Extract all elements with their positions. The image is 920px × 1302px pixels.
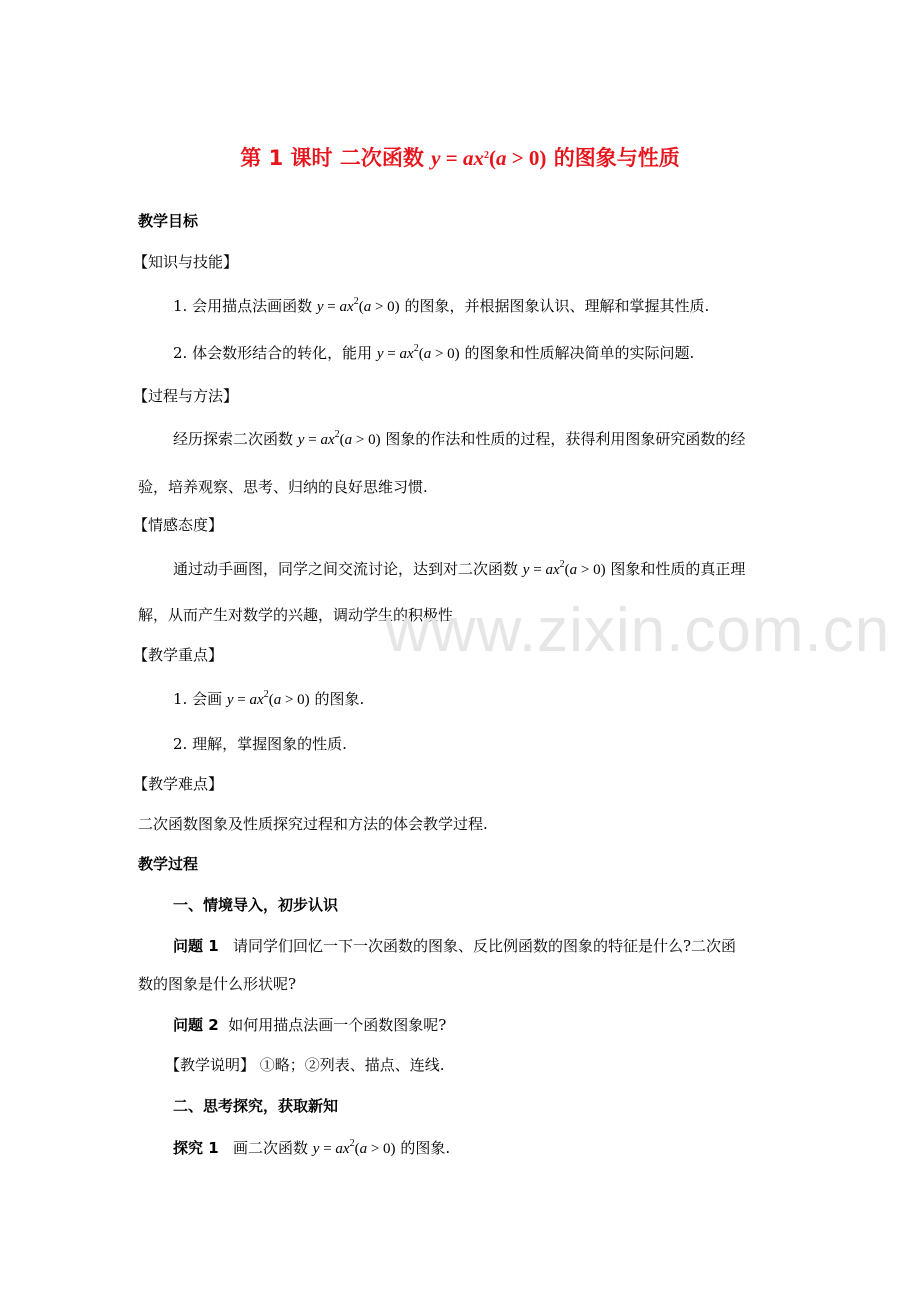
- difficulty-text: 二次函数图象及性质探究过程和方法的体会教学过程.: [138, 815, 488, 833]
- question-2-label: 问题 2: [173, 1016, 219, 1034]
- formula-exponent: 2: [353, 296, 359, 307]
- formula-y: y: [226, 692, 234, 708]
- formula-cond-var: a: [423, 346, 432, 362]
- formula-eq: =: [304, 432, 321, 448]
- heading-teaching-goals: 教学目标: [138, 212, 199, 230]
- formula-exponent: 2: [334, 429, 340, 440]
- process-line-1-post: 图象的作法和性质的过程，获得利用图象研究函数的经: [385, 430, 746, 448]
- knowledge-item-1-post: 的图象，并根据图象认识、理解和掌握其性质.: [404, 297, 710, 315]
- question-1-text: 请同学们回忆一下一次函数的图象、反比例函数的图象的特征是什么?二次函: [232, 937, 737, 955]
- formula-x: x: [342, 1141, 350, 1157]
- formula-y: y: [376, 346, 384, 362]
- formula-cond-var: a: [569, 562, 578, 578]
- process-line-2: 验，培养观察、思考、归纳的良好思维习惯.: [138, 478, 428, 496]
- formula-a: a: [335, 1141, 343, 1157]
- formula: [312, 1138, 396, 1157]
- explore-1-pre: 画二次函数: [232, 1139, 308, 1157]
- formula-cond-open: (: [358, 299, 364, 315]
- knowledge-item-1: [173, 295, 920, 318]
- formula-cond-open: (: [354, 1141, 360, 1157]
- formula-cond-var: a: [344, 432, 353, 448]
- process-line-1-pre: 经历探索二次函数: [173, 430, 294, 448]
- formula-a: a: [249, 692, 258, 708]
- formula-y: y: [316, 299, 324, 315]
- formula-y: y: [312, 1141, 320, 1157]
- formula-cond-var: a: [363, 299, 372, 315]
- formula-eq: =: [319, 1141, 336, 1157]
- formula-exponent: 2: [483, 150, 489, 161]
- heading-teaching-key: 【教学重点】: [133, 646, 224, 664]
- formula-cond-var: a: [359, 1141, 368, 1157]
- formula-eq: =: [529, 562, 546, 578]
- formula-cond-open: (: [418, 346, 424, 362]
- formula-x: x: [552, 562, 560, 578]
- formula-cond-open: (: [564, 562, 570, 578]
- formula-y: y: [431, 146, 441, 170]
- teaching-note: [165, 1054, 920, 1076]
- formula-a: a: [545, 562, 553, 578]
- emotion-line-1: [173, 558, 920, 581]
- heading-knowledge-skills: 【知识与技能】: [133, 253, 239, 271]
- formula-cond-rel: > 0): [371, 299, 400, 315]
- formula-eq: =: [323, 299, 340, 315]
- step2-heading: 二、思考探究，获取新知: [173, 1097, 339, 1115]
- heading-emotion-attitude: 【情感态度】: [133, 516, 224, 534]
- formula-a: a: [339, 299, 348, 315]
- formula-eq: =: [383, 346, 400, 362]
- teaching-note-label: 【教学说明】: [165, 1056, 256, 1074]
- formula-cond-rel: > 0): [506, 146, 547, 170]
- key-item-1: [173, 688, 920, 711]
- formula-y: y: [297, 432, 305, 448]
- formula-cond-rel: > 0): [431, 346, 460, 362]
- formula-eq: =: [233, 692, 250, 708]
- formula-x: x: [473, 146, 484, 170]
- knowledge-item-2-pre: 2. 体会数形结合的转化，能用: [173, 344, 373, 362]
- formula-x: x: [407, 346, 414, 362]
- formula-x: x: [347, 299, 354, 315]
- question-1-label: 问题 1: [173, 937, 219, 955]
- formula-x: x: [257, 692, 264, 708]
- title-suffix: 的图象与性质: [553, 146, 680, 170]
- formula: [522, 559, 606, 578]
- heading-teaching-difficulty: 【教学难点】: [133, 775, 224, 793]
- explore-1-post: 的图象.: [400, 1139, 451, 1157]
- formula: [316, 296, 400, 315]
- formula-cond-var: a: [273, 692, 282, 708]
- formula-exponent: 2: [559, 559, 565, 570]
- emotion-line-1-pre: 通过动手画图，同学之间交流讨论，达到对二次函数: [173, 560, 519, 578]
- formula-cond-open: (: [268, 692, 274, 708]
- knowledge-item-1-pre: 1. 会用描点法画函数: [173, 297, 313, 315]
- formula-cond-rel: > 0): [281, 692, 310, 708]
- knowledge-item-2: [173, 342, 920, 365]
- formula-cond-var: a: [495, 146, 507, 170]
- emotion-line-2: 解，从而产生对数学的兴趣，调动学生的积极性.: [138, 606, 458, 624]
- question-1: [173, 935, 920, 957]
- page-title: [0, 144, 920, 172]
- formula-a: a: [399, 346, 408, 362]
- explore-1: [173, 1137, 920, 1160]
- formula-cond-rel: > 0): [577, 562, 606, 578]
- knowledge-item-2-post: 的图象和性质解决简单的实际问题.: [464, 344, 695, 362]
- formula-a: a: [320, 432, 328, 448]
- formula-eq: =: [440, 146, 463, 170]
- question-2-text: 如何用描点法画一个函数图象呢?: [228, 1016, 447, 1034]
- key-item-1-pre: 1. 会画: [173, 690, 223, 708]
- key-item-2: 2. 理解，掌握图象的性质.: [173, 735, 347, 753]
- heading-process-method: 【过程与方法】: [133, 387, 239, 405]
- formula: [297, 429, 381, 448]
- formula-exponent: 2: [263, 689, 269, 700]
- formula-cond-open: (: [339, 432, 345, 448]
- formula-exponent: 2: [349, 1138, 355, 1149]
- teaching-note-text: ①略；②列表、描点、连线.: [259, 1056, 445, 1074]
- key-item-1-post: 的图象.: [314, 690, 365, 708]
- step1-heading: 一、情境导入，初步认识: [173, 896, 339, 914]
- heading-teaching-process: 教学过程: [138, 855, 199, 873]
- formula-cond-rel: > 0): [367, 1141, 396, 1157]
- question-1-line-2: 数的图象是什么形状呢?: [138, 975, 297, 993]
- emotion-line-1-post: 图象和性质的真正理: [610, 560, 746, 578]
- explore-1-label: 探究 1: [173, 1139, 219, 1157]
- title-prefix: 第 1 课时 二次函数: [240, 146, 424, 170]
- formula-exponent: 2: [413, 343, 419, 354]
- formula-a: a: [462, 146, 474, 170]
- title-formula: [431, 146, 546, 170]
- question-2: [173, 1014, 920, 1036]
- watermark: www.zixin.com.cn: [385, 596, 891, 665]
- process-line-1: [173, 428, 920, 451]
- formula-cond-rel: > 0): [352, 432, 381, 448]
- formula: [226, 689, 310, 708]
- formula-y: y: [522, 562, 530, 578]
- formula-x: x: [327, 432, 335, 448]
- formula: [376, 343, 460, 362]
- formula-cond-open: (: [488, 146, 496, 170]
